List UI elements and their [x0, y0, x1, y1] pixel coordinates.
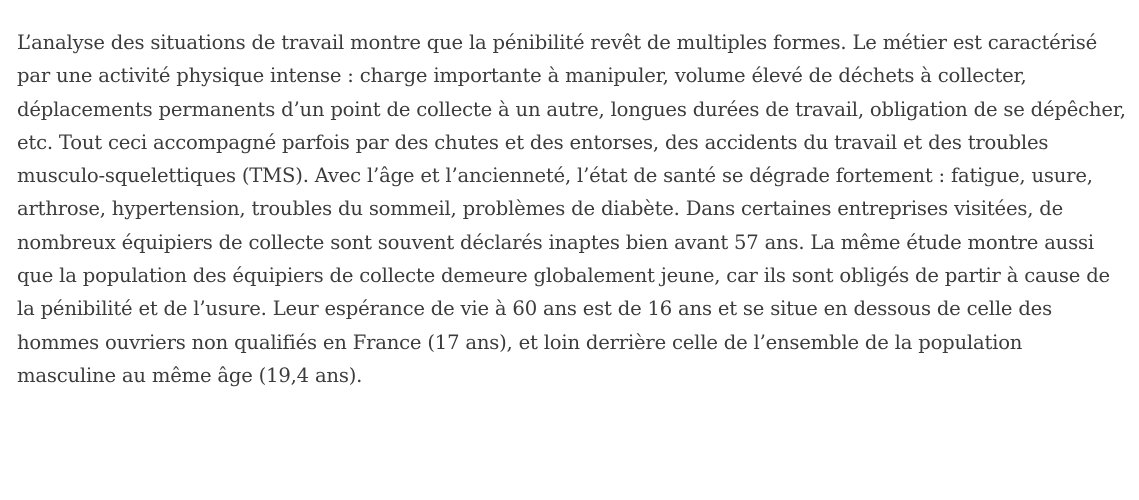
article-body	[17, 26, 1127, 392]
article-paragraph: L’analyse des situations de travail montre que la pénibilité revêt de multiples formes. Le métier est caractérisé par une activité physique intense : charge importante à manipuler, volume élevé de déchets à collecter, déplacements permanents d’un point de collecte à un autre, longues durées de travail, obligation de se dépêcher, etc. Tout ceci accompagné parfois par des chutes et des entorses, des accidents du travail et des troubles musculo-squelettiques (TMS). Avec l’âge et l’ancienneté, l’état de santé se dégrade fortement : fatigue, usure, arthrose, hypertension, troubles du sommeil, problèmes de diabète. Dans certaines entreprises visitées, de nombreux équipiers de collecte sont souvent déclarés inaptes bien avant 57 ans. La même étude montre aussi que la population des équipiers de collecte demeure globalement jeune, car ils sont obligés de partir à cause de la pénibilité et de l’usure. Leur espérance de vie à 60 ans est de 16 ans et se situe en dessous de celle des hommes ouvriers non qualifiés en France (17 ans), et loin derrière celle de l’ensemble de la population masculine au même âge (19,4 ans).	[17, 31, 1126, 387]
